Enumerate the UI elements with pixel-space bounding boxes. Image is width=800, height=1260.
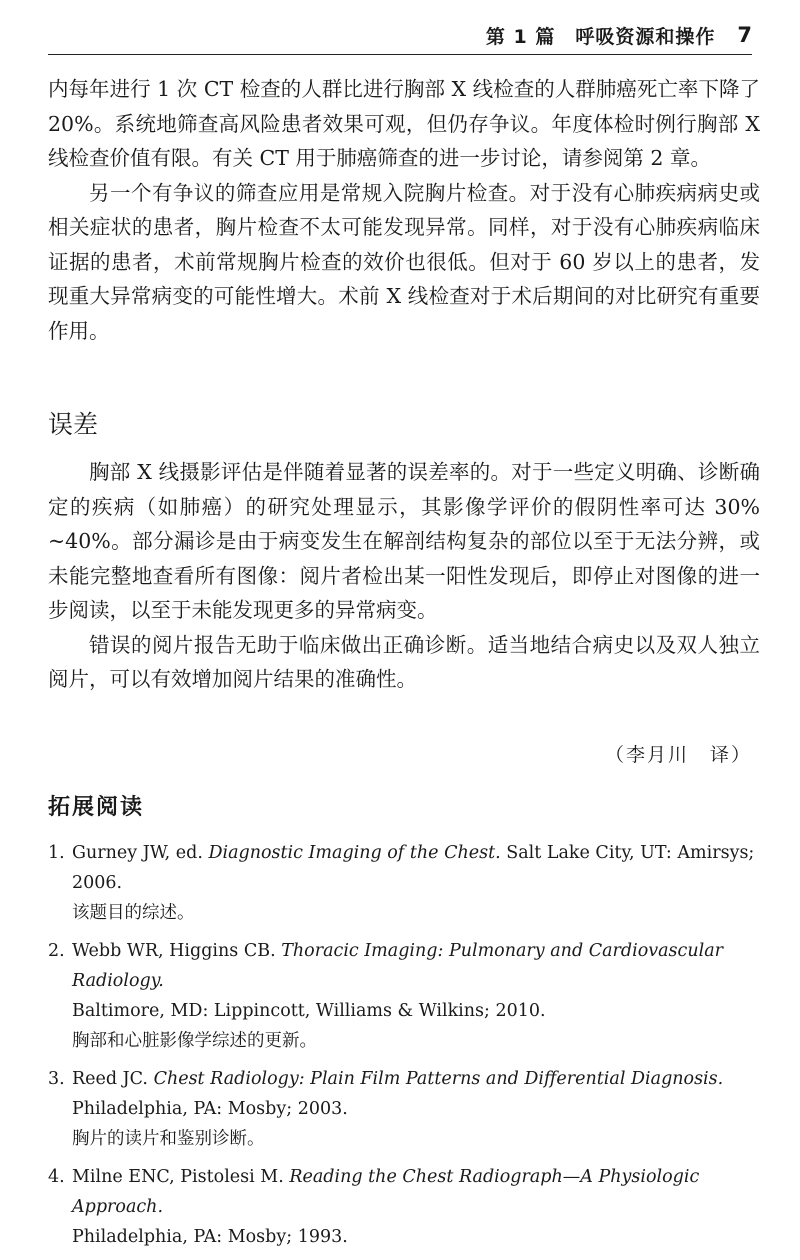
reference-citation — [72, 936, 760, 996]
reference-note: 胸片的读片和鉴别诊断。 — [72, 1129, 265, 1149]
reference-item — [48, 1162, 760, 1252]
reference-citation — [72, 1162, 760, 1222]
reference-number: 4. — [48, 1167, 65, 1187]
paragraph-screening: 另一个有争议的筛查应用是常规入院胸片检查。对于没有心肺疾病病史或相关症状的患者，胸片检查不太可能发现异常。同样，对于没有心肺疾病临床证据的患者，术前常规胸片检查的效价也很低。但对于 60 岁以上的患者，发现重大异常病变的可能性增大。术前 X 线检查对于术后期间的对比研究有重要作用。 — [48, 180, 760, 343]
reference-note: 该题目的综述。 — [72, 903, 195, 923]
reference-title: Thoracic Imaging: Pulmonary and Cardiovascular Radiology. — [72, 941, 723, 991]
reference-title: Diagnostic Imaging of the Chest. — [208, 843, 501, 863]
body-text-top — [48, 72, 760, 348]
reference-citation — [72, 1064, 760, 1124]
further-reading-heading: 拓展阅读 — [48, 795, 145, 820]
reference-citation — [72, 838, 760, 898]
reference-note: 胸部和心脏影像学综述的更新。 — [72, 1031, 317, 1051]
reference-publisher: Baltimore, MD: Lippincott, Williams & Wilkins; 2010. — [72, 1001, 546, 1021]
reference-publisher: Philadelphia, PA: Mosby; 1993. — [72, 1227, 348, 1247]
reference-publisher: Philadelphia, PA: Mosby; 2003. — [72, 1099, 348, 1119]
reference-item — [48, 936, 760, 1056]
reference-publisher: Salt Lake City, UT: Amirsys; 2006. — [72, 843, 755, 893]
reference-authors: Reed JC. — [72, 1069, 154, 1089]
reference-list — [48, 838, 760, 1260]
reference-authors: Gurney JW, ed. — [72, 843, 209, 863]
body-text-errors — [48, 455, 760, 697]
reference-authors: Milne ENC, Pistolesi M. — [72, 1167, 290, 1187]
section-heading: 误差 — [48, 410, 99, 439]
paragraph-error-rate: 胸部 X 线摄影评估是伴随着显著的误差率的。对于一些定义明确、诊断确定的疾病（如肺癌）的研究处理显示，其影像学评价的假阴性率可达 30% ~40%。部分漏诊是由于病变发生在解剖结构复杂的部位以至于无法分辨，或未能完整地查看所有图像：阅片者检出某一阳性发现后，即停止对图像的进一步阅读，以至于未能发现更多的异常病变。 — [48, 460, 760, 622]
part-title: 第 1 篇 呼吸资源和操作 — [485, 25, 716, 48]
reference-number: 2. — [48, 941, 65, 961]
translator-credit: （李月川 译） — [604, 744, 752, 766]
reference-item — [48, 1064, 760, 1154]
reference-title: Chest Radiology: Plain Film Patterns and Differential Diagnosis. — [153, 1069, 724, 1089]
reference-number: 3. — [48, 1069, 65, 1089]
reference-authors: Webb WR, Higgins CB. — [72, 941, 282, 961]
paragraph-continuation: 内每年进行 1 次 CT 检查的人群比进行胸部 X 线检查的人群肺癌死亡率下降了 20%。系统地筛查高风险患者效果可观，但仍存争议。年度体检时例行胸部 X 线检查价值有限。有关 CT 用于肺癌筛查的进一步讨论，请参阅第 2 章。 — [48, 77, 760, 170]
reference-title: Reading the Chest Radiograph—A Physiologic Approach. — [72, 1167, 700, 1217]
page-number: 7 — [737, 23, 752, 47]
running-header — [48, 16, 752, 55]
reference-number: 1. — [48, 843, 65, 863]
reference-item — [48, 838, 760, 928]
paragraph-reporting: 错误的阅片报告无助于临床做出正确诊断。适当地结合病史以及双人独立阅片，可以有效增加阅片结果的准确性。 — [48, 632, 760, 691]
